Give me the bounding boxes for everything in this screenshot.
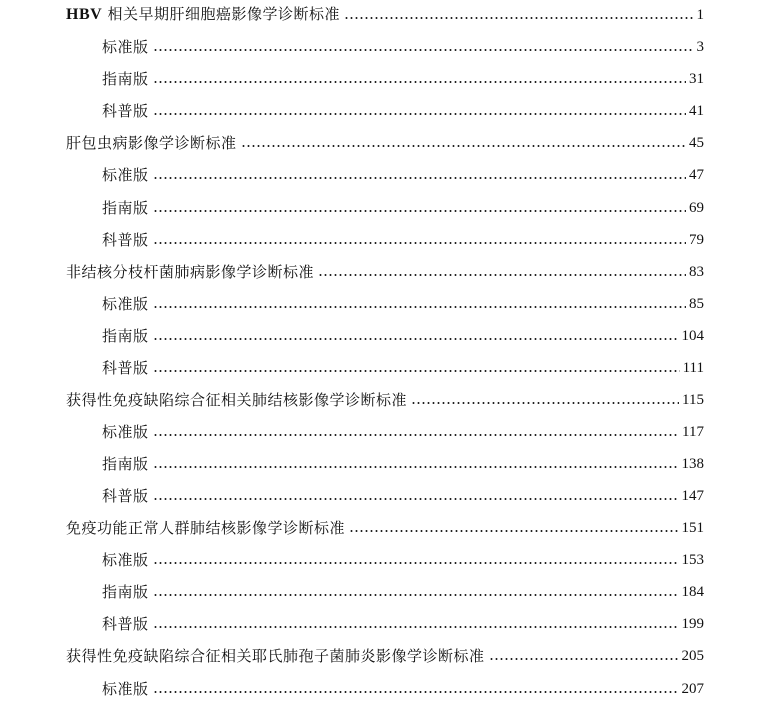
toc-subentry-title: 标准版 (102, 423, 149, 441)
toc-page-number: 79 (689, 232, 704, 248)
dot-leader (153, 562, 679, 564)
toc-subentry[interactable] (102, 321, 704, 345)
dot-leader (489, 658, 679, 660)
dot-leader (153, 177, 686, 179)
toc-subentry-title: 指南版 (102, 455, 149, 473)
toc-subentry[interactable] (102, 577, 704, 601)
toc-page-number: 83 (689, 264, 704, 280)
dot-leader (153, 691, 679, 693)
toc-subentry[interactable] (102, 289, 704, 313)
toc-page-number: 151 (681, 520, 704, 536)
toc-subentry-title: 指南版 (102, 199, 149, 217)
toc-subentry-title: 指南版 (102, 327, 149, 345)
dot-leader (153, 594, 679, 596)
toc-page-number: 85 (689, 296, 704, 312)
toc-subentry-title: 科普版 (102, 487, 149, 505)
toc-page-number: 117 (682, 424, 704, 440)
toc-subentry[interactable] (102, 449, 704, 473)
dot-leader (153, 49, 694, 51)
toc-subentry[interactable] (102, 609, 704, 633)
toc-page-number: 45 (689, 135, 704, 151)
toc-page-number: 184 (681, 584, 704, 600)
dot-leader (153, 306, 686, 308)
toc-subentry[interactable] (102, 160, 704, 184)
toc-section-aids-tb[interactable] (66, 385, 704, 409)
toc-subentry[interactable] (102, 193, 704, 217)
toc-subentry-title: 标准版 (102, 680, 149, 698)
toc-section-title: 获得性免疫缺陷综合征相关耶氏肺孢子菌肺炎影像学诊断标准 (66, 647, 485, 665)
toc-page-number: 138 (681, 456, 704, 472)
dot-leader (318, 274, 686, 276)
toc-section-ntm[interactable] (66, 257, 704, 281)
dot-leader (349, 530, 678, 532)
toc-section-title: HBV 相关早期肝细胞癌影像学诊断标准 (66, 5, 340, 23)
toc-page-number: 207 (681, 681, 704, 697)
toc-page-number: 153 (681, 552, 704, 568)
toc-section-echinococcosis[interactable] (66, 128, 704, 152)
toc-subentry[interactable] (102, 64, 704, 88)
dot-leader (153, 626, 679, 628)
toc-page-number: 41 (689, 103, 704, 119)
dot-leader (153, 434, 680, 436)
toc-section-aids-pcp[interactable] (66, 641, 704, 665)
toc-subentry[interactable] (102, 481, 704, 505)
toc-page-number: 111 (682, 360, 704, 376)
toc-page-number: 199 (681, 616, 704, 632)
toc-section-title: 免疫功能正常人群肺结核影像学诊断标准 (66, 519, 346, 537)
toc-section-title: 非结核分枝杆菌肺病影像学诊断标准 (66, 263, 315, 281)
dot-leader (153, 498, 679, 500)
toc-subentry-title: 标准版 (102, 38, 149, 56)
toc-section-title-prefix: HBV (66, 6, 103, 23)
toc-subentry-title: 标准版 (102, 551, 149, 569)
toc-subentry-title: 科普版 (102, 231, 149, 249)
toc-subentry[interactable] (102, 417, 704, 441)
dot-leader (241, 145, 686, 147)
dot-leader (153, 113, 686, 115)
toc-page-number: 205 (681, 648, 704, 664)
toc-subentry-title: 科普版 (102, 615, 149, 633)
toc-subentry-title: 标准版 (102, 166, 149, 184)
dot-leader (153, 466, 679, 468)
dot-leader (153, 210, 686, 212)
dot-leader (153, 81, 686, 83)
toc-section-immunocompetent-tb[interactable] (66, 513, 704, 537)
toc-page-number: 1 (696, 7, 704, 23)
dot-leader (411, 402, 679, 404)
toc-subentry-title: 科普版 (102, 102, 149, 120)
dot-leader (344, 17, 694, 19)
toc-subentry[interactable] (102, 353, 704, 377)
toc-subentry[interactable] (102, 545, 704, 569)
toc-page-number: 3 (696, 39, 704, 55)
toc-page-number: 104 (681, 328, 704, 344)
toc-section-hbv[interactable] (66, 0, 704, 24)
toc-subentry[interactable] (102, 96, 704, 120)
toc-subentry[interactable] (102, 674, 704, 698)
toc-subentry-title: 指南版 (102, 583, 149, 601)
toc-page-number: 31 (689, 71, 704, 87)
toc-subentry[interactable] (102, 225, 704, 249)
toc-subentry-title: 科普版 (102, 359, 149, 377)
dot-leader (153, 338, 679, 340)
dot-leader (153, 370, 680, 372)
toc-subentry-title: 标准版 (102, 295, 149, 313)
toc-page-number: 69 (689, 200, 704, 216)
toc-subentry-title: 指南版 (102, 70, 149, 88)
toc-section-title: 肝包虫病影像学诊断标准 (66, 134, 237, 152)
toc-page-number: 115 (682, 392, 704, 408)
toc-page-number: 147 (681, 488, 704, 504)
dot-leader (153, 242, 686, 244)
toc-section-title: 获得性免疫缺陷综合征相关肺结核影像学诊断标准 (66, 391, 408, 409)
toc-page-number: 47 (689, 167, 704, 183)
toc-subentry[interactable] (102, 32, 704, 56)
